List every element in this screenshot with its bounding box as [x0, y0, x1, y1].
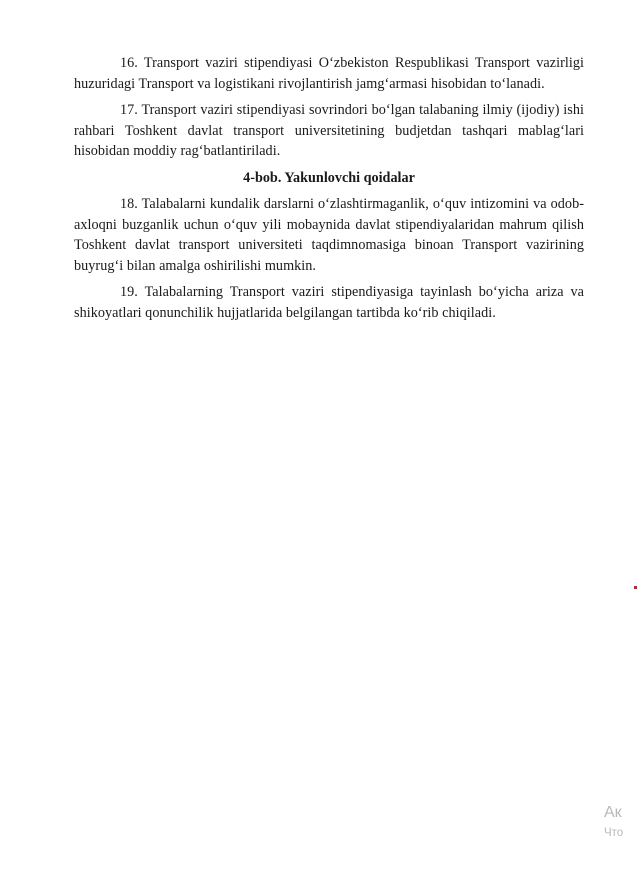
paragraph-19: 19. Talabalarning Transport vaziri stipendiyasiga tayinlash bo‘yicha ariza va shikoyatlari qonunchilik hujjatlarida belgilangan tartibda ko‘rib chiqiladi. [74, 284, 584, 321]
activation-title: Ак [604, 804, 622, 821]
activation-subtitle: Что [604, 827, 624, 839]
activation-watermark [604, 803, 641, 841]
paragraph-18: 18. Talabalarni kundalik darslarni o‘zlashtirmaganlik, o‘quv intizomini va odob-axloqni buzganlik uchun o‘quv yili mobaynida davlat stipendiyalaridan mahrum qilish Toshkent davlat transport universiteti taqdimnomasiga binoan Transport vazirining buyrug‘i bilan amalga oshirilishi mumkin. [74, 196, 584, 274]
red-marker-dot [634, 586, 637, 589]
paragraph-16: 16. Transport vaziri stipendiyasi O‘zbekiston Respublikasi Transport vazirligi huzuridagi Transport va logistikani rivojlantirish jamg‘armasi hisobidan to‘lanadi. [74, 55, 584, 92]
paragraph-17: 17. Transport vaziri stipendiyasi sovrindori bo‘lgan talabaning ilmiy (ijodiy) ishi rahbari Toshkent davlat transport universitetining budjetdan tashqari mablag‘lari hisobidan moddiy rag‘batlantiriladi. [74, 102, 584, 159]
document-body [74, 53, 584, 329]
chapter-heading: 4-bob. Yakunlovchi qoidalar [243, 169, 415, 186]
